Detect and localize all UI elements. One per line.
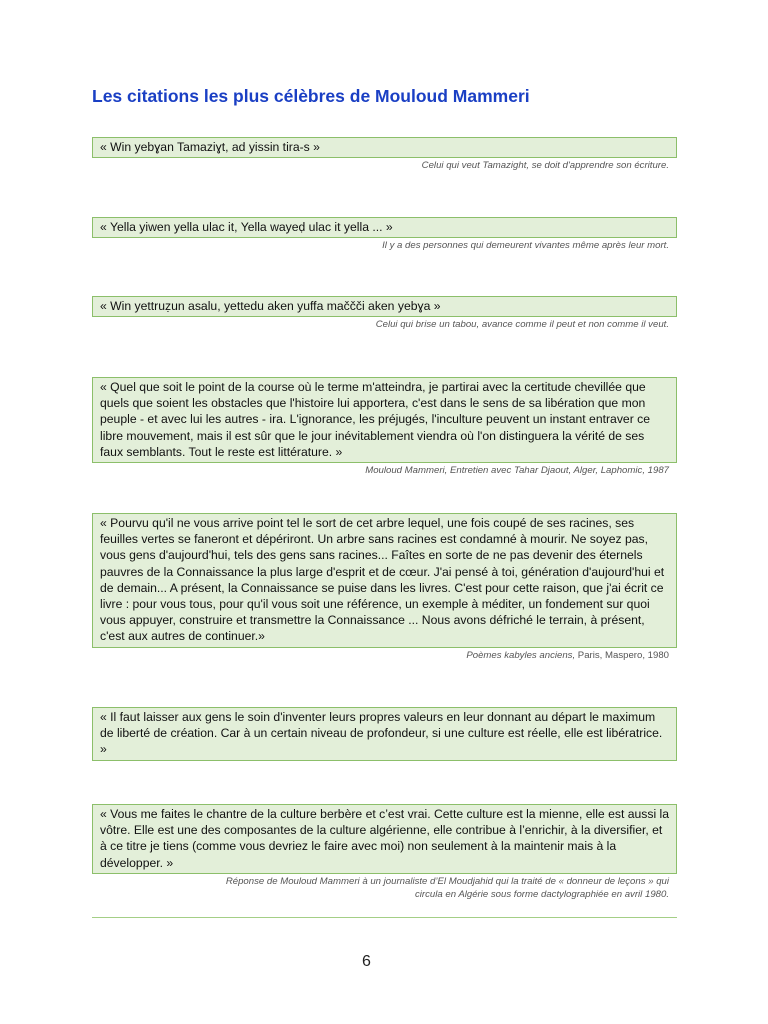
quote-block-1 — [92, 137, 677, 172]
source-line-1: Réponse de Mouloud Mammeri à un journaliste d’El Moudjahid qui la traité de « donneur de leçons » qui — [225, 875, 669, 887]
quote-translation: Celui qui brise un tabou, avance comme il peut et non comme il veut. — [375, 319, 669, 331]
source-line-2: circula en Algérie sous forme dactylographiée en avril 1980. — [414, 888, 669, 900]
quote-block-3 — [92, 296, 677, 331]
quote-text: « Win yebɣan Tamaziɣt, ad yissin tira-s » — [92, 137, 677, 158]
footer-divider — [92, 917, 677, 918]
quote-block-6 — [92, 707, 677, 761]
quote-block-2 — [92, 217, 677, 252]
quote-text: « Il faut laisser aux gens le soin d'inventer leurs propres valeurs en leur donnant au départ le maximum de liberté de création. Car à un certain niveau de profondeur, si une culture est réelle, elle est libératrice. » — [92, 707, 677, 761]
quote-translation: Il y a des personnes qui demeurent vivantes même après leur mort. — [382, 240, 669, 252]
quote-text: « Pourvu qu'il ne vous arrive point tel le sort de cet arbre lequel, une fois coupé de ses racines, ses feuilles vertes se faneront et dépériront. Un arbre sans racines est condamné à mourir. Ne soyez pas, vous gens d'aujourd'hui, tels des gens sans racines... Faîtes en sorte de ne pas devenir des éternels pauvres de la Connaissance la plus large d'esprit et de cœur. J'ai pensé à toi, génération d'aujourd'hui et de demain... A présent, la Connaissance se puise dans les livres. C'est pour cette raison, que j'ai écrit ce livre : pour vous tous, pour qu'il vous soit une référence, un exemple à méditer, un fondement sur quoi vous appuyer, construire et transmettre la Connaissance ... Nous avons défriché le terrain, à présent, c'est aux autres de continuer.» — [92, 513, 677, 648]
quote-block-5 — [92, 513, 677, 662]
quote-text: « Win yettruẓun asalu, yettedu aken yuffa maččči aken yebɣa » — [92, 296, 677, 317]
page-number: 6 — [362, 953, 371, 970]
quote-translation: Celui qui veut Tamazight, se doit d'apprendre son écriture. — [421, 160, 669, 172]
quote-source — [92, 875, 677, 901]
page-title: Les citations les plus célèbres de Mouloud Mammeri — [92, 86, 530, 106]
quote-text: « Quel que soit le point de la course où le terme m'atteindra, je partirai avec la certitude chevillée que quels que soient les obstacles que l'histoire lui apportera, c'est dans le sens de sa libération que mon peuple - et avec lui les autres - ira. L'ignorance, les préjugés, l'inculture peuvent un instant entraver ce libre mouvement, mais il est sûr que le jour inévitablement viendra où l'on distinguera la vérité de ses faux semblants. Tout le reste est littérature. » — [92, 377, 677, 463]
source-publisher: Paris, Maspero, 1980 — [575, 649, 669, 661]
quote-text: « Yella yiwen yella ulac it, Yella wayeḍ ulac it yella ... » — [92, 217, 677, 238]
quote-source: Mouloud Mammeri, Entretien avec Tahar Djaout, Alger, Laphomic, 1987 — [365, 465, 669, 477]
quote-block-7 — [92, 804, 677, 901]
quote-block-4 — [92, 377, 677, 477]
quote-source — [92, 649, 677, 662]
quote-text: « Vous me faites le chantre de la culture berbère et c’est vrai. Cette culture est la mienne, elle est aussi la vôtre. Elle est une des composantes de la culture algérienne, elle contribue à l’enrichir, à la diversifier, et à ce titre je tiens (comme vous devriez le faire avec moi) non seulement à la maintenir mais à la développer. » — [92, 804, 677, 874]
source-book-title: Poèmes kabyles anciens, — [466, 649, 576, 661]
